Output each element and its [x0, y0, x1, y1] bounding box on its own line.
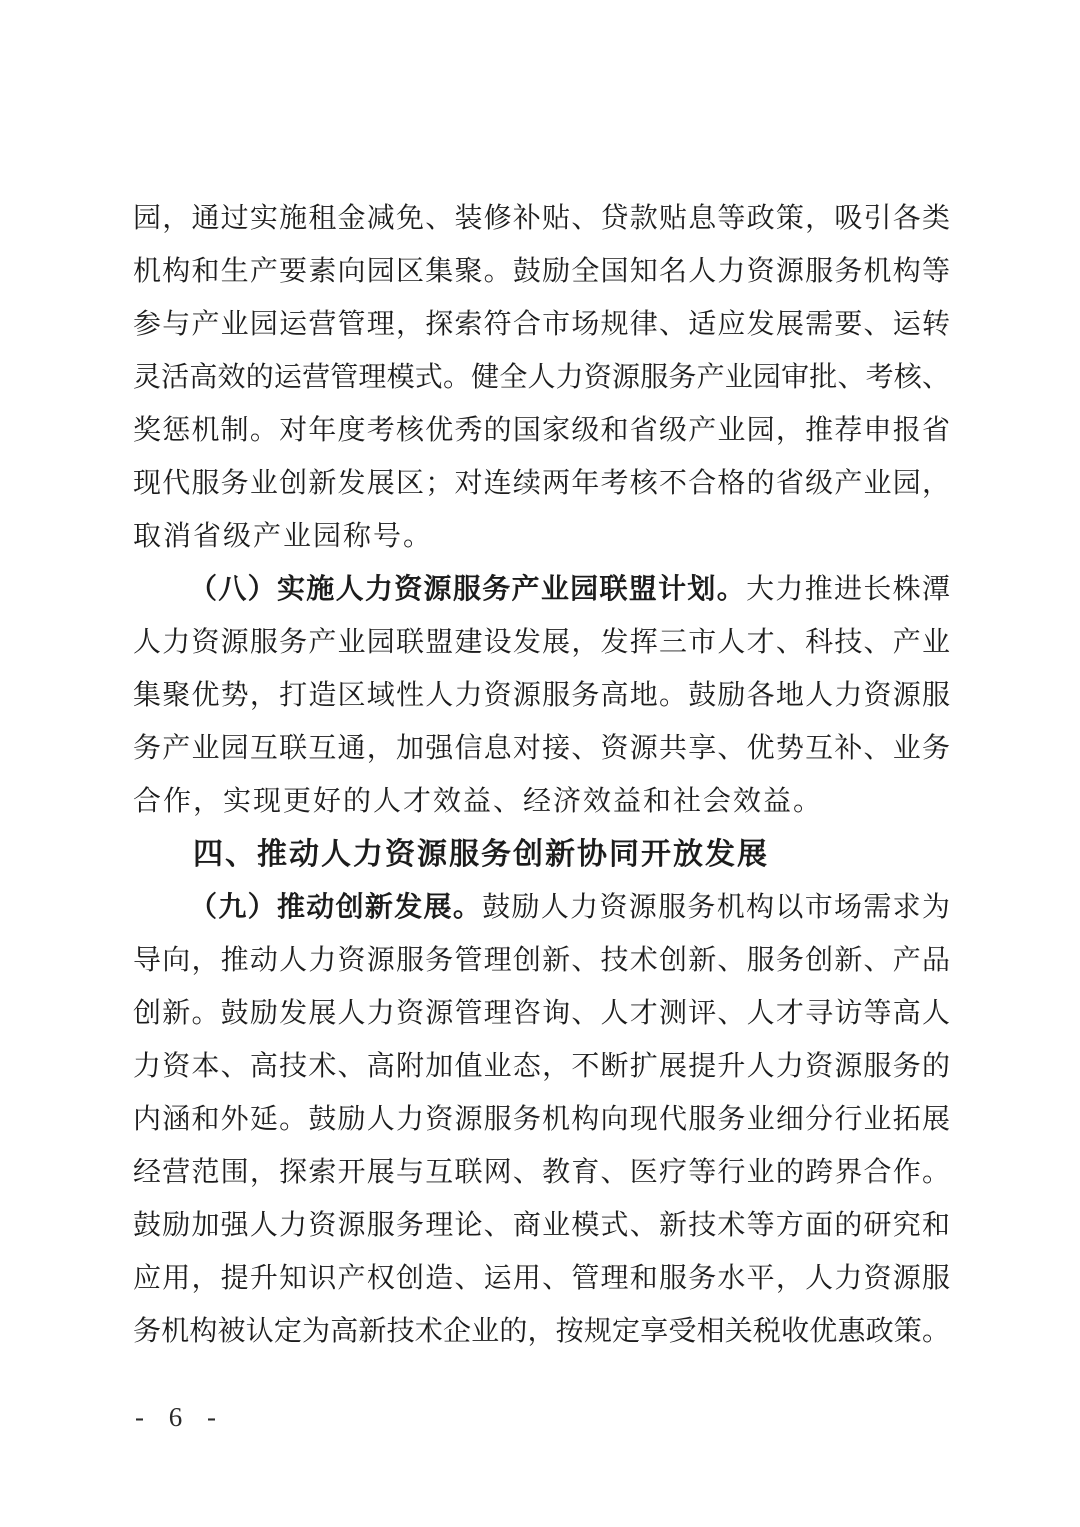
text-line: [133, 775, 950, 828]
text-run: 内涵和外延。鼓励人力资源服务机构向现代服务业细分行业拓展: [133, 1104, 950, 1135]
text-line: [133, 192, 950, 245]
text-run: 务产业园互联互通，加强信息对接、资源共享、优势互补、业务: [133, 733, 950, 764]
text-line: [133, 1252, 950, 1305]
text-line: [133, 1146, 950, 1199]
section-heading: [133, 828, 950, 881]
document-page: [133, 192, 950, 1358]
text-line: [133, 669, 950, 722]
text-line: [133, 351, 950, 404]
text-run: 应用，提升知识产权创造、运用、管理和服务水平，人力资源服: [133, 1263, 950, 1294]
text-run: 经营范围，探索开展与互联网、教育、医疗等行业的跨界合作。: [133, 1157, 950, 1188]
text-line: [133, 298, 950, 351]
text-line: [133, 457, 950, 510]
text-line: [133, 616, 950, 669]
text-line: [133, 1305, 950, 1358]
text-run: 鼓励加强人力资源服务理论、商业模式、新技术等方面的研究和: [133, 1210, 950, 1241]
text-run: 创新。鼓励发展人力资源管理咨询、人才测评、人才寻访等高人: [133, 998, 950, 1029]
text-run: 取消省级产业园称号。: [133, 521, 434, 552]
text-run: 力资本、高技术、高附加值业态，不断扩展提升人力资源服务的: [133, 1051, 950, 1082]
bold-text-run: （八）实施人力资源服务产业园联盟计划。: [189, 574, 747, 605]
page-number: - 6 -: [135, 1402, 225, 1432]
text-run: 鼓励人力资源服务机构以市场需求为: [482, 892, 950, 923]
text-line: [133, 881, 950, 934]
text-run: 导向，推动人力资源服务管理创新、技术创新、服务创新、产品: [133, 945, 950, 976]
text-run: 大力推进长株潭: [746, 574, 950, 605]
text-run: 人力资源服务产业园联盟建设发展，发挥三市人才、科技、产业: [133, 627, 950, 658]
text-line: [133, 722, 950, 775]
text-run: 参与产业园运营管理，探索符合市场规律、适应发展需要、运转: [133, 309, 950, 340]
text-line: [133, 1040, 950, 1093]
text-line: [133, 987, 950, 1040]
text-run: 集聚优势，打造区域性人力资源服务高地。鼓励各地人力资源服: [133, 680, 950, 711]
text-line: [133, 934, 950, 987]
text-line: [133, 510, 950, 563]
text-run: 现代服务业创新发展区；对连续两年考核不合格的省级产业园，: [133, 468, 950, 499]
text-run: 灵活高效的运营管理模式。健全人力资源服务产业园审批、考核、: [133, 362, 950, 393]
text-run: 奖惩机制。对年度考核优秀的国家级和省级产业园，推荐申报省: [133, 415, 950, 446]
text-line: [133, 563, 950, 616]
text-line: [133, 404, 950, 457]
bold-text-run: 四、推动人力资源服务创新协同开放发展: [193, 838, 769, 871]
text-run: 机构和生产要素向园区集聚。鼓励全国知名人力资源服务机构等: [133, 256, 950, 287]
document-body: [133, 192, 950, 1358]
text-run: 园，通过实施租金减免、装修补贴、贷款贴息等政策，吸引各类: [133, 203, 950, 234]
bold-text-run: （九）推动创新发展。: [189, 892, 483, 923]
text-line: [133, 245, 950, 298]
text-run: 务机构被认定为高新技术企业的，按规定享受相关税收优惠政策。: [133, 1316, 950, 1347]
text-line: [133, 1199, 950, 1252]
text-run: 合作，实现更好的人才效益、经济效益和社会效益。: [133, 786, 824, 817]
text-line: [133, 1093, 950, 1146]
